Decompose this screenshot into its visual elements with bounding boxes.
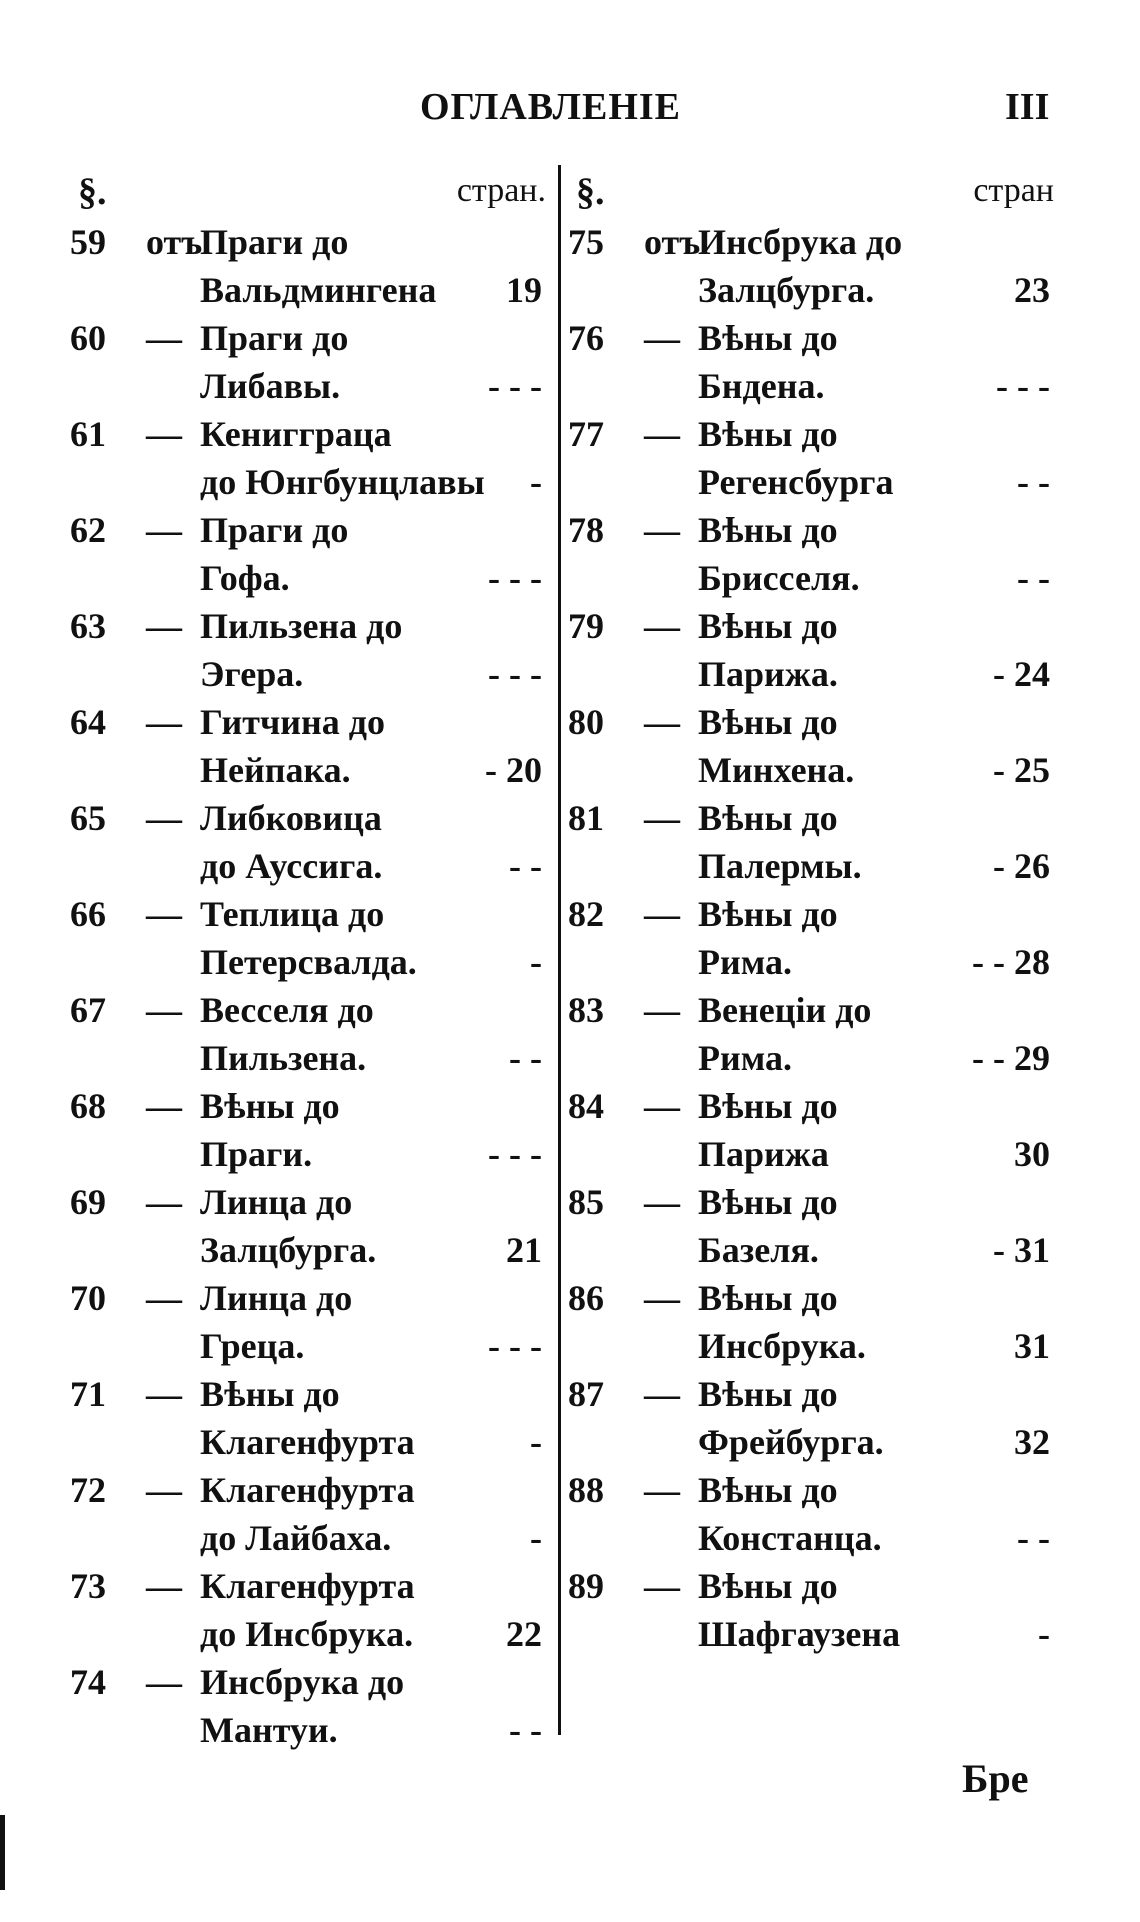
toc-entry <box>70 602 550 698</box>
page-ref: - - - <box>996 366 1050 406</box>
entry-connector: — <box>644 510 680 550</box>
page-title: ОГЛАВЛЕНІЕ <box>420 86 682 128</box>
entry-connector: — <box>146 414 182 454</box>
entry-connector: — <box>146 318 182 358</box>
route-line-1: Инсбрука до <box>698 222 903 262</box>
section-number: 59 <box>70 222 106 262</box>
section-number: 87 <box>568 1374 604 1414</box>
route-line-2: Базеля. <box>698 1230 819 1270</box>
section-number: 72 <box>70 1470 106 1510</box>
section-number: 85 <box>568 1182 604 1222</box>
toc-entry <box>568 890 1058 986</box>
route-line-1: Гитчина до <box>200 702 385 742</box>
page-ref: - <box>530 942 542 982</box>
entry-connector: — <box>644 798 680 838</box>
section-number: 79 <box>568 606 604 646</box>
page-ref: - - - <box>488 1326 542 1366</box>
toc-entry <box>70 1466 550 1562</box>
section-number: 68 <box>70 1086 106 1126</box>
section-number: 84 <box>568 1086 604 1126</box>
route-line-2: Петерсвалда. <box>200 942 417 982</box>
page-ref: - - <box>1017 1518 1050 1558</box>
page-ref: - - - <box>488 654 542 694</box>
route-line-1: Вѣны до <box>200 1374 340 1414</box>
toc-entry <box>70 1082 550 1178</box>
toc-entry <box>70 1562 550 1658</box>
section-number: 61 <box>70 414 106 454</box>
section-number: 81 <box>568 798 604 838</box>
route-line-1: Клагенфурта <box>200 1470 415 1510</box>
route-line-2: до Юнгбунцлавы <box>200 462 485 502</box>
route-line-1: Пильзена до <box>200 606 403 646</box>
route-line-1: Вѣны до <box>698 798 838 838</box>
toc-entry <box>568 986 1058 1082</box>
route-line-1: Праги до <box>200 222 349 262</box>
page-ref: - 20 <box>485 750 542 790</box>
page-ref: - 24 <box>993 654 1050 694</box>
entry-connector: — <box>146 1566 182 1606</box>
page-ref: 23 <box>1014 270 1050 310</box>
running-head <box>0 85 1140 145</box>
route-line-1: Вѣны до <box>698 1182 838 1222</box>
route-line-2: Констанца. <box>698 1518 882 1558</box>
route-line-1: Вѣны до <box>698 318 838 358</box>
entry-connector: отъ <box>644 222 701 262</box>
entry-connector: — <box>146 1374 182 1414</box>
route-line-1: Вѣны до <box>698 414 838 454</box>
section-label: §. <box>576 171 605 213</box>
toc-entry <box>70 986 550 1082</box>
page-ref: - - <box>509 1038 542 1078</box>
entry-connector: — <box>644 894 680 934</box>
toc-entry <box>70 410 550 506</box>
page-ref: 22 <box>506 1614 542 1654</box>
route-line-2: Греца. <box>200 1326 305 1366</box>
route-line-2: Нейпака. <box>200 750 351 790</box>
page-ref: - <box>530 462 542 502</box>
page-ref: - - <box>509 1710 542 1750</box>
section-number: 65 <box>70 798 106 838</box>
entry-connector: — <box>644 702 680 742</box>
toc-entry <box>568 1370 1058 1466</box>
route-line-2: Бндена. <box>698 366 825 406</box>
toc-entry <box>70 794 550 890</box>
entry-connector: — <box>644 1566 680 1606</box>
section-number: 77 <box>568 414 604 454</box>
section-number: 62 <box>70 510 106 550</box>
route-line-2: до Инсбрука. <box>200 1614 414 1654</box>
entry-connector: — <box>644 1182 680 1222</box>
route-line-2: Рима. <box>698 942 793 982</box>
route-line-1: Весселя до <box>200 990 374 1030</box>
route-line-1: Линца до <box>200 1182 353 1222</box>
route-line-2: Праги. <box>200 1134 313 1174</box>
page-ref: - <box>530 1422 542 1462</box>
toc-entry <box>568 1466 1058 1562</box>
page-ref: - - <box>509 846 542 886</box>
section-label: §. <box>78 171 107 213</box>
route-line-1: Теплица до <box>200 894 385 934</box>
route-line-1: Клагенфурта <box>200 1566 415 1606</box>
entry-list <box>568 218 1058 1658</box>
entry-connector: — <box>146 1086 182 1126</box>
route-line-2: Инсбрука. <box>698 1326 866 1366</box>
margin-mark <box>0 1815 5 1890</box>
route-line-2: Шафгаузена <box>698 1614 901 1654</box>
entry-connector: — <box>146 1470 182 1510</box>
entry-connector: — <box>146 702 182 742</box>
route-line-1: Праги до <box>200 318 349 358</box>
entry-list <box>70 218 550 1754</box>
section-number: 80 <box>568 702 604 742</box>
section-number: 76 <box>568 318 604 358</box>
section-number: 75 <box>568 222 604 262</box>
page-label: стран. <box>456 172 546 209</box>
section-number: 89 <box>568 1566 604 1606</box>
toc-entry <box>568 1178 1058 1274</box>
route-line-2: Залцбурга. <box>200 1230 377 1270</box>
page-ref: - - - <box>488 558 542 598</box>
route-line-2: Эгера. <box>200 654 304 694</box>
route-line-1: Венеціи до <box>698 990 872 1030</box>
toc-column-right <box>568 170 1058 1658</box>
entry-connector: — <box>146 510 182 550</box>
route-line-2: Палермы. <box>698 846 862 886</box>
page-ref: 30 <box>1014 1134 1050 1174</box>
route-line-2: Мантуи. <box>200 1710 338 1750</box>
section-number: 70 <box>70 1278 106 1318</box>
entry-connector: — <box>146 1662 182 1702</box>
toc-entry <box>70 698 550 794</box>
toc-entry <box>568 1274 1058 1370</box>
page-number: III <box>1005 86 1050 128</box>
toc-entry <box>70 1178 550 1274</box>
catchword: Бре <box>962 1756 1029 1801</box>
route-line-2: до Лайбаха. <box>200 1518 392 1558</box>
entry-connector: — <box>644 1278 680 1318</box>
route-line-1: Вѣны до <box>698 606 838 646</box>
route-line-2: Парижа <box>698 1134 829 1174</box>
section-number: 83 <box>568 990 604 1030</box>
toc-entry <box>568 1082 1058 1178</box>
toc-column-left <box>70 170 550 1754</box>
section-number: 78 <box>568 510 604 550</box>
page-ref: - <box>1038 1614 1050 1654</box>
route-line-2: до Ауссига. <box>200 846 383 886</box>
entry-connector: — <box>644 318 680 358</box>
section-number: 82 <box>568 894 604 934</box>
toc-entry <box>568 794 1058 890</box>
entry-connector: — <box>644 1374 680 1414</box>
page-ref: - <box>530 1518 542 1558</box>
section-number: 73 <box>70 1566 106 1606</box>
section-number: 71 <box>70 1374 106 1414</box>
route-line-2: Гофа. <box>200 558 290 598</box>
toc-entry <box>70 506 550 602</box>
entry-connector: отъ <box>146 222 203 262</box>
route-line-1: Инсбрука до <box>200 1662 405 1702</box>
toc-entry <box>70 1274 550 1370</box>
route-line-2: Либавы. <box>200 366 341 406</box>
page-ref: - - <box>1017 462 1050 502</box>
page-label: стран <box>973 172 1054 209</box>
route-line-1: Вѣны до <box>698 1278 838 1318</box>
route-line-1: Вѣны до <box>698 702 838 742</box>
route-line-1: Праги до <box>200 510 349 550</box>
entry-connector: — <box>644 414 680 454</box>
toc-entry <box>70 1658 550 1754</box>
entry-connector: — <box>146 894 182 934</box>
route-line-1: Вѣны до <box>698 1470 838 1510</box>
section-number: 63 <box>70 606 106 646</box>
route-line-2: Залцбурга. <box>698 270 875 310</box>
page-ref: 19 <box>506 270 542 310</box>
route-line-2: Парижа. <box>698 654 838 694</box>
entry-connector: — <box>644 606 680 646</box>
entry-connector: — <box>146 990 182 1030</box>
page-ref: 31 <box>1014 1326 1050 1366</box>
page-ref: - 25 <box>993 750 1050 790</box>
page-ref: - 26 <box>993 846 1050 886</box>
route-line-1: Вѣны до <box>200 1086 340 1126</box>
toc-entry <box>70 890 550 986</box>
section-number: 88 <box>568 1470 604 1510</box>
route-line-1: Вѣны до <box>698 510 838 550</box>
page-ref: - - <box>1017 558 1050 598</box>
page-ref: - 31 <box>993 1230 1050 1270</box>
route-line-2: Рима. <box>698 1038 793 1078</box>
section-number: 60 <box>70 318 106 358</box>
section-number: 64 <box>70 702 106 742</box>
section-number: 67 <box>70 990 106 1030</box>
entry-connector: — <box>644 1470 680 1510</box>
toc-entry <box>568 506 1058 602</box>
page-ref: - - - <box>488 1134 542 1174</box>
route-line-1: Вѣны до <box>698 1374 838 1414</box>
route-line-1: Вѣны до <box>698 1566 838 1606</box>
route-line-1: Кенигграца <box>200 414 392 454</box>
route-line-2: Регенсбурга <box>698 462 894 502</box>
entry-connector: — <box>644 990 680 1030</box>
toc-entry <box>70 314 550 410</box>
entry-connector: — <box>146 1278 182 1318</box>
page-ref: - - 29 <box>972 1038 1050 1078</box>
toc-entry <box>568 602 1058 698</box>
route-line-2: Фрейбурга. <box>698 1422 884 1462</box>
page-ref: 21 <box>506 1230 542 1270</box>
toc-entry <box>568 1562 1058 1658</box>
route-line-2: Вальдмингена <box>200 270 437 310</box>
route-line-1: Вѣны до <box>698 894 838 934</box>
column-header <box>568 170 1058 218</box>
section-number: 69 <box>70 1182 106 1222</box>
section-number: 74 <box>70 1662 106 1702</box>
page-ref: - - - <box>488 366 542 406</box>
toc-entry <box>70 218 550 314</box>
page-ref: 32 <box>1014 1422 1050 1462</box>
column-header <box>70 170 550 218</box>
route-line-1: Вѣны до <box>698 1086 838 1126</box>
route-line-2: Брисселя. <box>698 558 860 598</box>
page-ref: - - 28 <box>972 942 1050 982</box>
entry-connector: — <box>644 1086 680 1126</box>
route-line-1: Либковица <box>200 798 382 838</box>
route-line-2: Минхена. <box>698 750 855 790</box>
section-number: 66 <box>70 894 106 934</box>
column-divider <box>558 165 561 1735</box>
entry-connector: — <box>146 798 182 838</box>
toc-entry <box>568 698 1058 794</box>
toc-entry <box>568 410 1058 506</box>
toc-entry <box>568 314 1058 410</box>
route-line-1: Линца до <box>200 1278 353 1318</box>
entry-connector: — <box>146 1182 182 1222</box>
toc-entry <box>568 218 1058 314</box>
route-line-2: Клагенфурта <box>200 1422 415 1462</box>
entry-connector: — <box>146 606 182 646</box>
section-number: 86 <box>568 1278 604 1318</box>
route-line-2: Пильзена. <box>200 1038 367 1078</box>
toc-entry <box>70 1370 550 1466</box>
